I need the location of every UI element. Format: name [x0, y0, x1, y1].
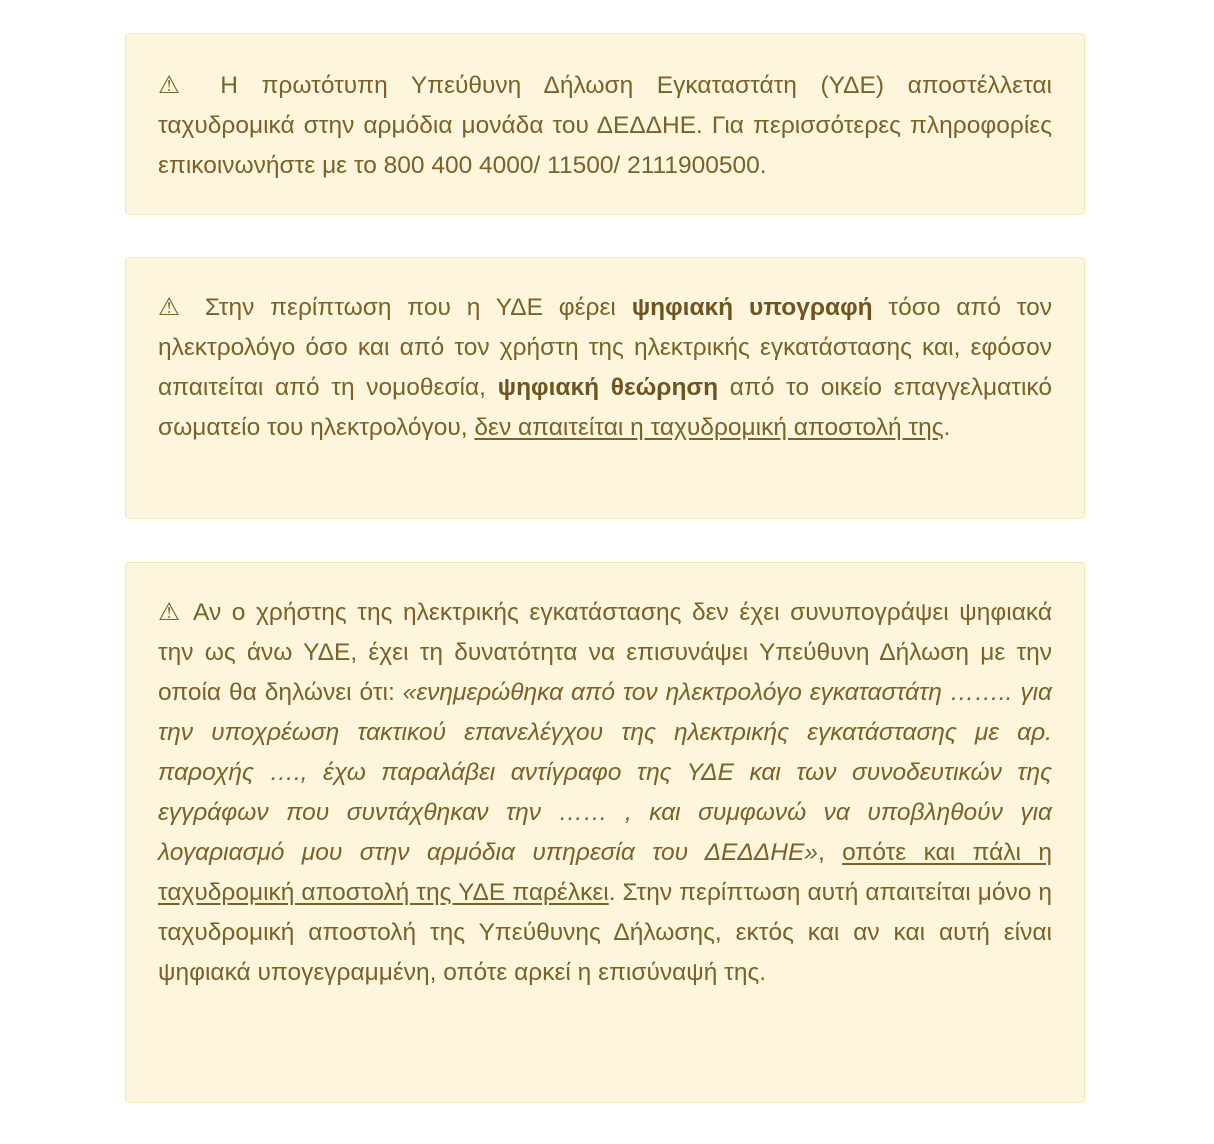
no-postal-required-text: δεν απαιτείται η ταχυδρομική αποστολή της [474, 414, 944, 441]
solemn-declaration-notice [125, 562, 1085, 1103]
notice-text: από το οικείο επαγγελματικό σωματείο του ηλεκτρολόγου, [158, 374, 1052, 441]
postal-unnecessary-text: οπότε και πάλι η ταχυδρομική αποστολή της ΥΔΕ παρέλκει [158, 839, 1052, 906]
digital-endorsement-emphasis: ψηφιακή θεώρηση [497, 374, 719, 401]
notice-text: Στην περίπτωση που η ΥΔΕ φέρει [204, 294, 616, 321]
warning-icon: ⚠ [158, 294, 189, 321]
notice-text: τόσο από τον ηλεκτρολόγο όσο και από τον χρήστη της ηλεκτρικής εγκατάστασης και, εφόσον απαιτείται από τη νομοθεσία, [158, 294, 1053, 401]
notice-text: Η πρωτότυπη Υπεύθυνη Δήλωση Εγκαταστάτη (ΥΔΕ) αποστέλλεται ταχυδρομικά στην αρμόδια μονάδα του ΔΕΔΔΗΕ. Για περισσότερες πληροφορίες επικοινωνήστε με το 800 400 4000/ 11500/ 2111900500. [158, 72, 1053, 179]
notice-text: , [817, 839, 825, 866]
notice-text: . Στην περίπτωση αυτή απαιτείται μόνο η ταχυδρομική αποστολή της Υπεύθυνης Δήλωσης, εκτός και αν και αυτή είναι ψηφιακά υπογεγραμμένη, οπότε αρκεί η επισύναψή της. [158, 879, 1052, 986]
postal-submission-notice [125, 33, 1085, 215]
notice-text: Αν ο χρήστης της ηλεκτρικής εγκατάστασης δεν έχει συνυπογράψει ψηφιακά την ως άνω ΥΔΕ, έχει τη δυνατότητα να επισυνάψει Υπεύθυνη Δήλωση με την οποία θα δηλώνει ότι: [158, 599, 1053, 706]
warning-icon: ⚠ [158, 72, 197, 99]
digital-signature-emphasis: ψηφιακή υπογραφή [631, 294, 873, 321]
digital-signature-notice [125, 257, 1085, 519]
notice-text: . [943, 414, 951, 441]
warning-icon: ⚠ [158, 599, 184, 626]
declaration-quote: «ενημερώθηκα από τον ηλεκτρολόγο εγκαταστάτη …….. για την υποχρέωση τακτικού επανελέγχου της ηλεκτρικής εγκατάστασης με αρ. παροχής …., έχω παραλάβει αντίγραφο της ΥΔΕ και των συνοδευτικών της εγγράφων που συντάχθηκαν την …… , και συμφωνώ να υποβληθούν για λογαριασμό μου στην αρμόδια υπηρεσία του ΔΕΔΔΗΕ» [158, 679, 1052, 866]
